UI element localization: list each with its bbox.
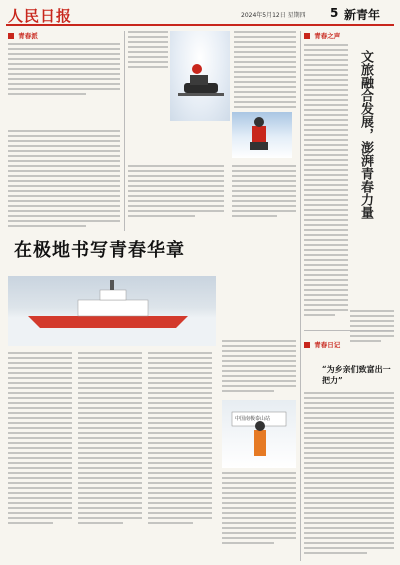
lower-text-col-3 bbox=[148, 352, 212, 527]
station-scene-figure bbox=[222, 400, 296, 468]
station-photo bbox=[222, 400, 296, 468]
right-column-tag-label: 青春之声 bbox=[314, 32, 341, 40]
left-column-tag-label: 青春派 bbox=[18, 32, 38, 40]
diary-tag bbox=[304, 340, 340, 349]
newspaper-logo: 人民日报 bbox=[8, 7, 73, 25]
icebreaker-photo bbox=[8, 276, 216, 346]
mid-right-text bbox=[234, 31, 296, 111]
page-number: 5 bbox=[330, 6, 339, 20]
diary-headline: “为乡亲们致富出一把力” bbox=[322, 364, 391, 385]
left-column-tag bbox=[8, 31, 38, 40]
right-column-tag bbox=[304, 31, 340, 40]
lower-text-col-4 bbox=[222, 472, 296, 547]
lower-text-col-2 bbox=[78, 352, 142, 527]
left-article-text bbox=[8, 43, 120, 98]
left-article-text-2 bbox=[8, 130, 120, 230]
right-column-divider bbox=[300, 31, 301, 561]
mid-article-text-3 bbox=[232, 165, 296, 220]
mid-article-text bbox=[128, 31, 168, 71]
snowmobile-photo bbox=[170, 31, 230, 121]
diary-tag-label: 青春日记 bbox=[314, 341, 341, 349]
issue-date: 2024年5月12日 星期四 bbox=[241, 12, 306, 19]
icebreaker-ship-figure bbox=[8, 276, 216, 346]
right-article-text-2 bbox=[350, 310, 394, 345]
right-article-text bbox=[304, 44, 348, 319]
right-section-divider bbox=[304, 330, 394, 331]
snowmobile-figure bbox=[170, 31, 230, 121]
lower-text-col-1 bbox=[8, 352, 72, 527]
researcher-figure bbox=[232, 112, 292, 158]
section-name: 新青年 bbox=[344, 8, 381, 22]
lower-text-col-4-top bbox=[222, 340, 296, 395]
main-headline: 在极地书写青春华章 bbox=[14, 240, 185, 261]
masthead bbox=[6, 4, 394, 26]
diary-article-text bbox=[304, 392, 394, 557]
column-divider bbox=[124, 31, 125, 231]
mid-article-text-2 bbox=[128, 165, 224, 220]
station-sign-label: 中国南极泰山站 bbox=[235, 416, 271, 422]
right-column-headline: 文旅融合发展，澎湃青春力量 bbox=[358, 50, 373, 219]
researcher-photo bbox=[232, 112, 292, 158]
